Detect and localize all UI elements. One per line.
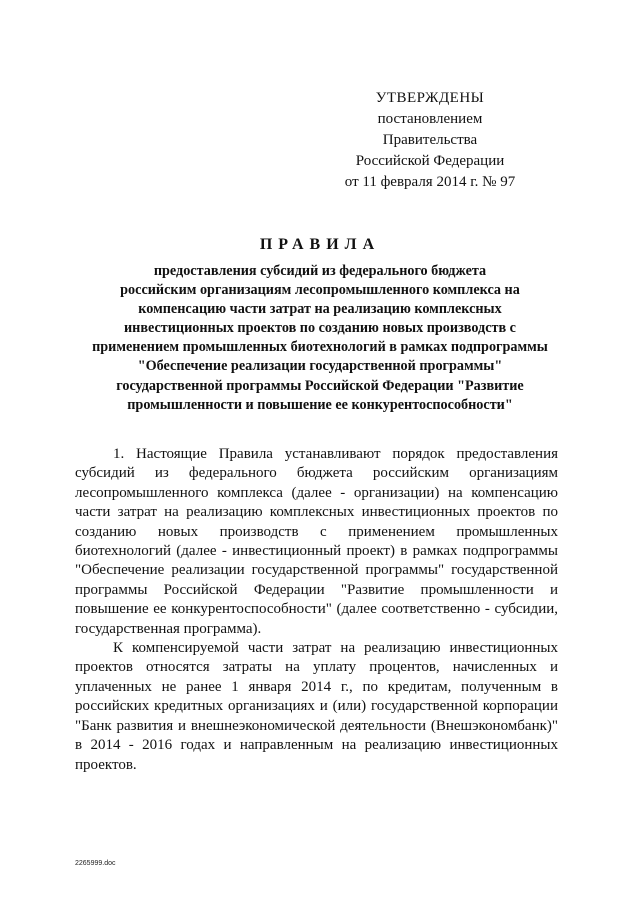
subtitle-line: промышленности и повышение ее конкурентоспособности" — [127, 396, 513, 413]
file-name-footer: 2265999.doc — [75, 860, 116, 867]
approval-stamp — [330, 88, 530, 193]
document-subtitle — [80, 262, 560, 415]
approval-line-2: Российской Федерации — [355, 153, 505, 169]
paragraph-2: К компенсируемой части затрат на реализацию инвестиционных проектов относятся затраты на уплату процентов, начисленных и уплаченных не ранее 1 января 2014 г., по кредитам, полученным в российских кредитных организациях и (или) государственной корпорации "Банк развития и внешнеэкономической деятельности (Внешэкономбанк)" в 2014 - 2016 годах и направленным на реализацию инвестиционных проектов. — [75, 640, 558, 773]
subtitle-line: предоставления субсидий из федерального бюджета — [153, 263, 487, 279]
subtitle-line: государственной программы Российской Федерации "Развитие — [116, 377, 524, 394]
approval-heading: УТВЕРЖДЕНЫ — [375, 90, 485, 106]
subtitle-line: "Обеспечение реализации государственной программы" — [137, 358, 503, 375]
document-title: ПРАВИЛА — [259, 236, 381, 253]
approval-line-3: от 11 февраля 2014 г. № 97 — [344, 174, 516, 190]
paragraph-1: 1. Настоящие Правила устанавливают порядок предоставления субсидий из федерального бюджета российским организациям лесопромышленного комплекса (далее - организации) на компенсацию части затрат на реализацию комплексных инвестиционных проектов по созданию новых производств с применением промышленных биотехнологий (далее - инвестиционный проект) в рамках подпрограммы "Обеспечение реализации государственной программы" государственной программы Российской Федерации "Развитие промышленности и повышение ее конкурентоспособности" (далее соответственно - субсидии, государственная программа). — [75, 446, 558, 637]
subtitle-line: российским организациям лесопромышленного комплекса на — [120, 282, 520, 299]
subtitle-line: применением промышленных биотехнологий в рамках подпрограммы — [92, 339, 548, 356]
subtitle-line: компенсацию части затрат на реализацию комплексных — [138, 301, 502, 318]
subtitle-line: инвестиционных проектов по созданию новых производств с — [124, 320, 516, 337]
approval-line-1: постановлением Правительства — [377, 111, 483, 148]
document-body — [75, 445, 558, 775]
